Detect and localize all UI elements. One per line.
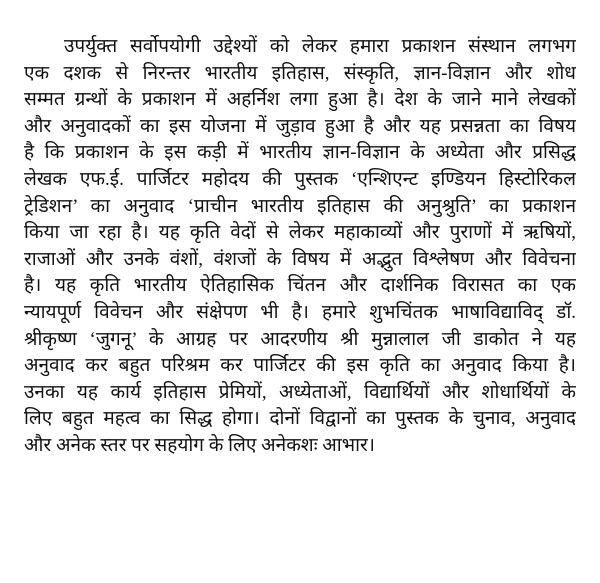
text-line: लिए बहुत महत्व का सिद्ध होगा। दोनों विद्वानों का पुस्तक के चुनाव, अनुवाद [24,408,576,430]
text-line: श्रीकृष्ण ‘जुगनू’ के आग्रह पर आदरणीय श्री मुन्नालाल जी डाकोत ने यह [24,328,576,350]
text-line: उपर्युक्त सर्वोपयोगी उद्देश्यों को लेकर हमारा प्रकाशन संस्थान लगभग [64,36,576,57]
text-line: है कि प्रकाशन के इस कड़ी में भारतीय ज्ञान-विज्ञान के अध्येता और प्रसिद्ध [24,142,576,164]
text-line: अनुवाद कर बहुत परिश्रम कर पार्जिटर की इस कृति का अनुवाद किया है। [24,355,576,377]
text-line: एक दशक से निरन्तर भारतीय इतिहास, संस्कृति, ज्ञान-विज्ञान और शोध [24,62,576,84]
text-line: है। यह कृति भारतीय ऐतिहासिक चिंतन और दार्शनिक विरासत का एक [24,275,576,297]
text-line: सम्मत ग्रन्थों के प्रकाशन में अहर्निश लगा हुआ है। देश के जाने माने लेखकों [24,89,576,111]
document-paragraph [24,34,576,460]
text-line: और अनुवादकों का इस योजना में जुड़ाव हुआ है और यह प्रसन्नता का विषय [24,115,576,137]
text-line: और अनेक स्तर पर सहयोग के लिए अनेकशः आभार। [24,434,375,456]
text-line: न्यायपूर्ण विवेचन और संक्षेपण भी है। हमारे शुभचिंतक भाषाविद्याविद् डॉ. [24,301,576,323]
text-line: लेखक एफ.ई. पार्जिटर महोदय की पुस्तक ‘एन्शिएन्ट इण्डियन हिस्टोरिकल [24,168,576,190]
text-line: राजाओं और उनके वंशों, वंशजों के विषय में अद्भुत विश्लेषण और विवेचना [24,248,576,270]
text-line: ट्रेडिशन’ का अनुवाद ‘प्राचीन भारतीय इतिहास की अनुश्रुति’ का प्रकाशन [24,195,576,217]
text-line: उनका यह कार्य इतिहास प्रेमियों, अध्येताओं, विद्यार्थियों और शोधार्थियों के [24,381,576,403]
text-line: किया जा रहा है। यह कृति वेदों से लेकर महाकाव्यों और पुराणों में ऋषियों, [24,222,576,244]
